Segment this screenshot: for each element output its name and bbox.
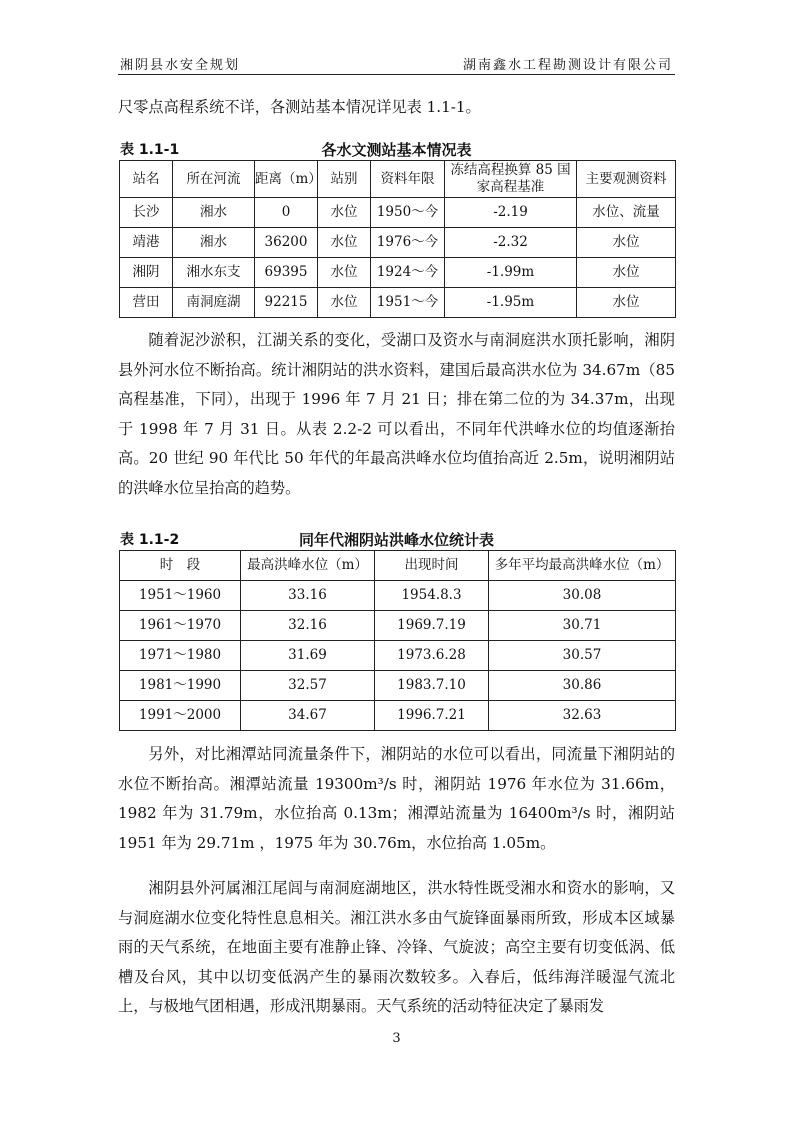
table-cell: 营田 bbox=[120, 288, 173, 318]
table-cell: 水位、流量 bbox=[577, 198, 676, 228]
table-cell: 36200 bbox=[255, 228, 318, 258]
table-cell: 水位 bbox=[318, 258, 371, 288]
table-cell: 30.57 bbox=[489, 641, 676, 671]
table-cell: 1950～今 bbox=[371, 198, 445, 228]
table-cell: 水位 bbox=[577, 288, 676, 318]
page-number: 3 bbox=[392, 1031, 401, 1046]
table-cell: -2.32 bbox=[445, 228, 577, 258]
intro-line: 尺零点高程系统不详，各测站基本情况详见表 1.1-1。 bbox=[118, 98, 481, 116]
table-cell: 34.67 bbox=[241, 701, 375, 731]
table-cell: 1961～1970 bbox=[120, 611, 241, 641]
table-cell: 1971～1980 bbox=[120, 641, 241, 671]
header-cell: 最高洪峰水位（m） bbox=[241, 551, 375, 581]
table-row bbox=[120, 611, 676, 641]
table-cell: 30.08 bbox=[489, 581, 676, 611]
table-cell: 32.16 bbox=[241, 611, 375, 641]
header-cell: 多年平均最高洪峰水位（m） bbox=[489, 551, 676, 581]
table-cell: 1954.8.3 bbox=[375, 581, 489, 611]
table-cell: -1.99m bbox=[445, 258, 577, 288]
table-row bbox=[120, 258, 676, 288]
table-cell: 1951～今 bbox=[371, 288, 445, 318]
table-cell: -2.19 bbox=[445, 198, 577, 228]
table-cell: 1969.7.19 bbox=[375, 611, 489, 641]
table-cell: 30.86 bbox=[489, 671, 676, 701]
table-cell: -1.95m bbox=[445, 288, 577, 318]
paragraph-stage-comparison: 另外，对比湘潭站同流量条件下，湘阴站的水位可以看出，同流量下湘阴站的水位不断抬高。湘潭站流量 19300m³/s 时，湘阴站 1976 年水位为 31.66m，1982 年为 31.79m，水位抬高 0.13m；湘潭站流量为 16400m³/s 时，湘阴站 1951 年为 29.71m ，1975 年为 30.76m，水位抬高 1.05m。 bbox=[118, 745, 675, 852]
table-cell: 水位 bbox=[318, 198, 371, 228]
header-company-name: 湖南鑫水工程勘测设计有限公司 bbox=[462, 58, 673, 73]
table2-title: 同年代湘阴站洪峰水位统计表 bbox=[298, 531, 494, 549]
table-cell: 靖港 bbox=[120, 228, 173, 258]
table-cell: 1976～今 bbox=[371, 228, 445, 258]
table-cell: 30.71 bbox=[489, 611, 676, 641]
header-cell: 距离（m） bbox=[255, 161, 318, 198]
table-row bbox=[120, 641, 676, 671]
table-cell: 1924～今 bbox=[371, 258, 445, 288]
table-cell: 水位 bbox=[577, 228, 676, 258]
table-cell: 31.69 bbox=[241, 641, 375, 671]
table-cell: 水位 bbox=[318, 288, 371, 318]
table-header-row bbox=[120, 161, 676, 198]
paragraph-flood-levels: 随着泥沙淤积，江湖关系的变化，受湖口及资水与南洞庭洪水顶托影响，湘阴县外河水位不断抬高。统计湘阴站的洪水资料，建国后最高洪水位为 34.67m（85 高程基准，下同），出现于 1996 年 7 月 21 日；排在第二位的为 34.37m，出现于 1998 年 7 月 31 日。从表 2.2-2 可以看出，不同年代洪峰水位的均值逐渐抬高。20 世纪 90 年代比 50 年代的年最高洪峰水位均值抬高近 2.5m，说明湘阴站的洪峰水位呈抬高的趋势。 bbox=[118, 331, 675, 497]
paragraph-flood-characteristics: 湘阴县外河属湘江尾闾与南洞庭湖地区，洪水特性既受湘水和资水的影响，又与洞庭湖水位变化特性息息相关。湘江洪水多由气旋锋面暴雨所致，形成本区域暴雨的天气系统，在地面主要有准静止锋、冷锋、气旋波；高空主要有切变低涡、低槽及台风，其中以切变低涡产生的暴雨次数较多。入春后，低纬海洋暖湿气流北上，与极地气团相遇，形成汛期暴雨。天气系统的活动特征决定了暴雨发 bbox=[118, 879, 675, 1015]
table1-caption bbox=[118, 139, 675, 161]
table-row bbox=[120, 228, 676, 258]
header-document-title: 湘阴县水安全规划 bbox=[120, 58, 241, 73]
table2-caption bbox=[118, 529, 675, 551]
table-cell: 南洞庭湖 bbox=[173, 288, 255, 318]
table-cell: 水位 bbox=[318, 228, 371, 258]
header-cell: 站别 bbox=[318, 161, 371, 198]
table2-number: 表 1.1-2 bbox=[120, 532, 180, 548]
table-cell: 1981～1990 bbox=[120, 671, 241, 701]
table-cell: 长沙 bbox=[120, 198, 173, 228]
table-cell: 33.16 bbox=[241, 581, 375, 611]
flood-peak-table bbox=[119, 550, 676, 731]
table-cell: 32.57 bbox=[241, 671, 375, 701]
table-cell: 1983.7.10 bbox=[375, 671, 489, 701]
header-cell: 出现时间 bbox=[375, 551, 489, 581]
table-cell: 1996.7.21 bbox=[375, 701, 489, 731]
table-cell: 0 bbox=[255, 198, 318, 228]
table-row bbox=[120, 288, 676, 318]
table1-title: 各水文测站基本情况表 bbox=[321, 141, 472, 159]
table-cell: 湘水 bbox=[173, 198, 255, 228]
table-cell: 32.63 bbox=[489, 701, 676, 731]
table-cell: 69395 bbox=[255, 258, 318, 288]
table-cell: 湘阴 bbox=[120, 258, 173, 288]
table-cell: 1951～1960 bbox=[120, 581, 241, 611]
table-cell: 湘水东支 bbox=[173, 258, 255, 288]
table-cell: 水位 bbox=[577, 258, 676, 288]
station-info-table bbox=[119, 160, 676, 318]
table-row bbox=[120, 701, 676, 731]
table-row bbox=[120, 581, 676, 611]
table-header-row bbox=[120, 551, 676, 581]
table1-number: 表 1.1-1 bbox=[120, 142, 180, 158]
table-row bbox=[120, 198, 676, 228]
header-cell: 资料年限 bbox=[371, 161, 445, 198]
header-cell: 所在河流 bbox=[173, 161, 255, 198]
table-cell: 1973.6.28 bbox=[375, 641, 489, 671]
table-cell: 92215 bbox=[255, 288, 318, 318]
header-cell: 主要观测资料 bbox=[577, 161, 676, 198]
header-cell: 时 段 bbox=[120, 551, 241, 581]
table-row bbox=[120, 671, 676, 701]
header-cell: 冻结高程换算 85 国家高程基准 bbox=[445, 161, 577, 198]
table-cell: 湘水 bbox=[173, 228, 255, 258]
header-cell: 站名 bbox=[120, 161, 173, 198]
page-header bbox=[118, 52, 675, 75]
table-cell: 1991～2000 bbox=[120, 701, 241, 731]
